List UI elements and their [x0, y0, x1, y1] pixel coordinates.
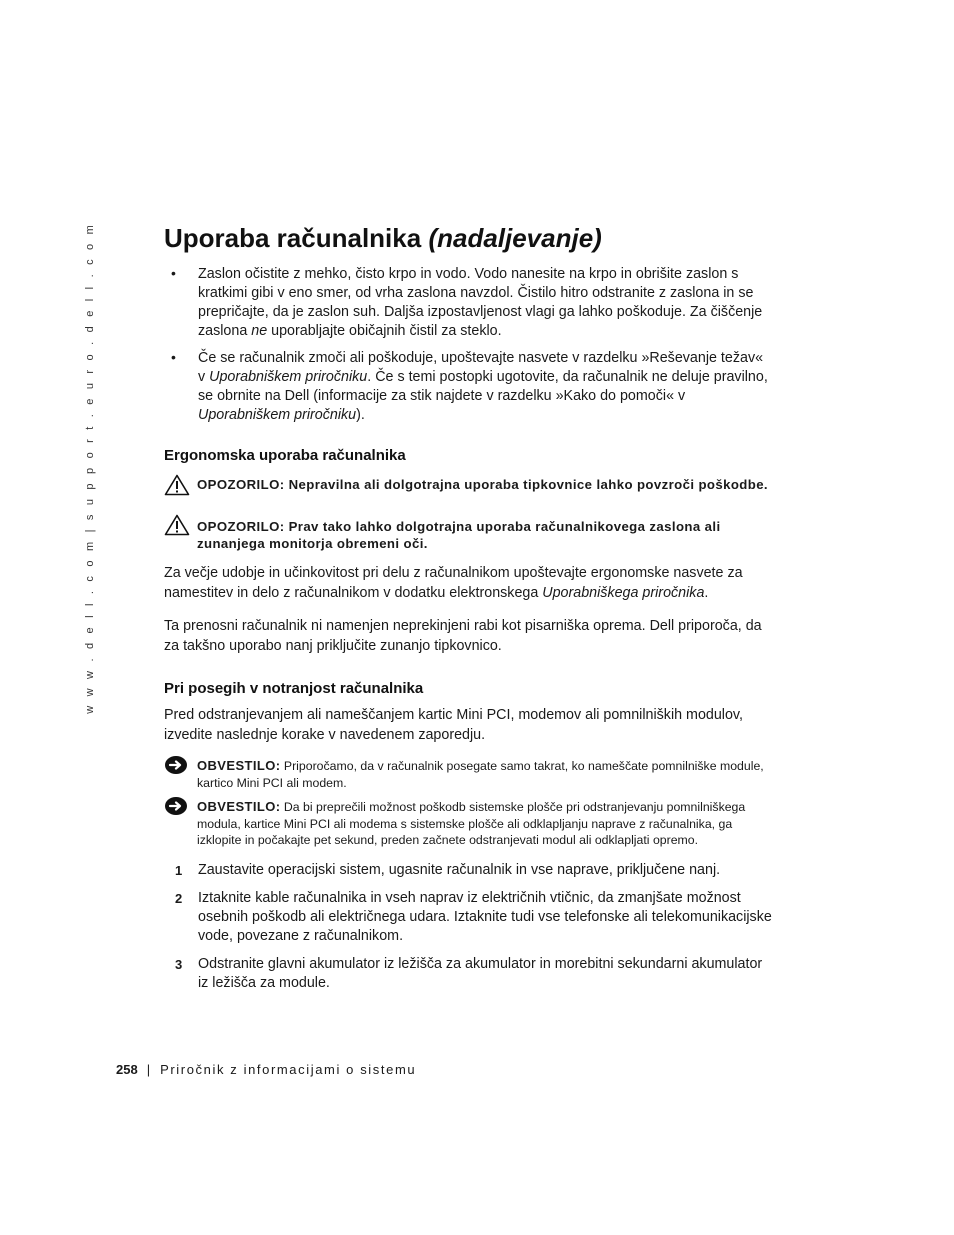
- notice-body: Da bi preprečili možnost poškodb sistemske plošče pri odstranjevanju pomnilniškega modula, kartice Mini PCI ali modema s sistemske plošče ali odklapljanju naprave z računalnika, ga izklopite in počakajte pet sekund, preden začnete odstranjevati modul ali odklapljati opremo.: [197, 800, 746, 847]
- page-footer: [116, 1062, 416, 1077]
- bullet-text: Zaslon očistite z mehko, čisto krpo in vodo. Vodo nanesite na krpo in obrišite zaslon s kratkimi gibi v eno smer, od vrha zaslona navzdol. Čistilo hitro odstranite z zaslona in se prepričajte, da je zaslon suh. Daljša izpostavljenost vlagi ga lahko poškoduje. Za čiščenje zaslona: [198, 266, 763, 339]
- notice-label: OBVESTILO:: [197, 799, 281, 814]
- footer-doc-title: Priročnik z informacijami o sistemu: [160, 1062, 417, 1077]
- notice-hand-icon: [164, 796, 188, 816]
- bullet-item: [198, 265, 773, 341]
- section-heading-ergonomics: Ergonomska uporaba računalnika: [164, 447, 406, 464]
- page-number: 258: [116, 1062, 138, 1077]
- bullet-text: uporabljajte običajnih čistil za steklo.: [267, 323, 502, 339]
- bullet-text: . Če s temi postopki ugotovite, da računalnik ne deluje pravilno, se obrnite na Dell (informacije za stik najdete v razdelku »Kako do pomoči« v: [198, 369, 768, 404]
- bullet-item: [198, 349, 773, 425]
- notice-text: [197, 758, 775, 791]
- page-title-main: Uporaba računalnika: [164, 223, 422, 253]
- bullet-text: ).: [356, 407, 365, 423]
- bullet-emphasis: Uporabniškem priročniku: [209, 369, 368, 385]
- footer-separator: |: [146, 1062, 151, 1077]
- notice-label: OBVESTILO:: [197, 758, 281, 773]
- step-text: Zaustavite operacijski sistem, ugasnite računalnik in vse naprave, priključene nanj.: [198, 862, 721, 878]
- page-title-italic: (nadaljevanje): [428, 223, 602, 253]
- warning-label: OPOZORILO:: [197, 477, 285, 492]
- paragraph-text: .: [704, 585, 709, 601]
- paragraph-keyboard: Ta prenosni računalnik ni namenjen neprekinjeni rabi kot pisarniška oprema. Dell priporoča, da za takšno uporabo nanj priključite zunanjo tipkovnico.: [164, 618, 762, 654]
- bullet-emphasis: Uporabniškem priročniku: [198, 407, 357, 423]
- warning-triangle-icon: [164, 474, 190, 496]
- notice-hand-icon: [164, 755, 188, 775]
- step-number: 3: [175, 957, 183, 972]
- warning-body: Prav tako lahko dolgotrajna uporaba računalnikovega zaslona ali zunanjega monitorja obremeni oči.: [197, 519, 721, 551]
- warning-body: Nepravilna ali dolgotrajna uporaba tipkovnice lahko povzroči poškodbe.: [284, 477, 768, 492]
- warning-text: [197, 477, 775, 494]
- warning-label: OPOZORILO:: [197, 519, 285, 534]
- paragraph-emphasis: Uporabniškega priročnika: [542, 585, 705, 601]
- notice-text: [197, 799, 775, 849]
- step-number: 2: [175, 891, 183, 906]
- side-url: w w w . d e l l . c o m | s u p p o r t . e u r o . d e l l . c o m: [84, 222, 96, 714]
- step-text: Odstranite glavni akumulator iz ležišča za akumulator in morebitni sekundarni akumulator iz ležišča za module.: [198, 956, 763, 991]
- page-title: [164, 223, 602, 254]
- bullet-emphasis: ne: [251, 323, 268, 339]
- paragraph-text: Za večje udobje in učinkovitost pri delu z računalnikom upoštevajte ergonomske nasvete za namestitev in delo z računalnikom v dodatku elektronskega: [164, 565, 743, 601]
- warning-triangle-icon: [164, 514, 190, 536]
- bullet-marker: •: [171, 265, 176, 281]
- paragraph-ergonomics-tips: [164, 563, 776, 603]
- bullet-marker: •: [171, 349, 176, 365]
- paragraph-inside-intro: Pred odstranjevanjem ali nameščanjem kartic Mini PCI, modemov ali pomnilniških modulov, izvedite naslednje korake v navedenem zaporedju.: [164, 707, 743, 743]
- warning-text: [197, 519, 775, 552]
- step-text: Iztaknite kable računalnika in vseh naprav iz električnih vtičnic, da zmanjšate možnost osebnih poškodb ali električnega udara. Iztaknite tudi vse telefonske ali telekomunikacijske vode, povezane z računalnikom.: [198, 890, 772, 944]
- section-heading-inside: Pri posegih v notranjost računalnika: [164, 680, 424, 697]
- bullet-text: Če se računalnik zmoči ali poškoduje, upoštevajte nasvete v razdelku »Reševanje težav« v: [198, 350, 764, 385]
- step-number: 1: [175, 863, 183, 878]
- notice-body: Priporočamo, da v računalnik posegate samo takrat, ko nameščate pomnilniške module, kartico Mini PCI ali modem.: [197, 759, 764, 790]
